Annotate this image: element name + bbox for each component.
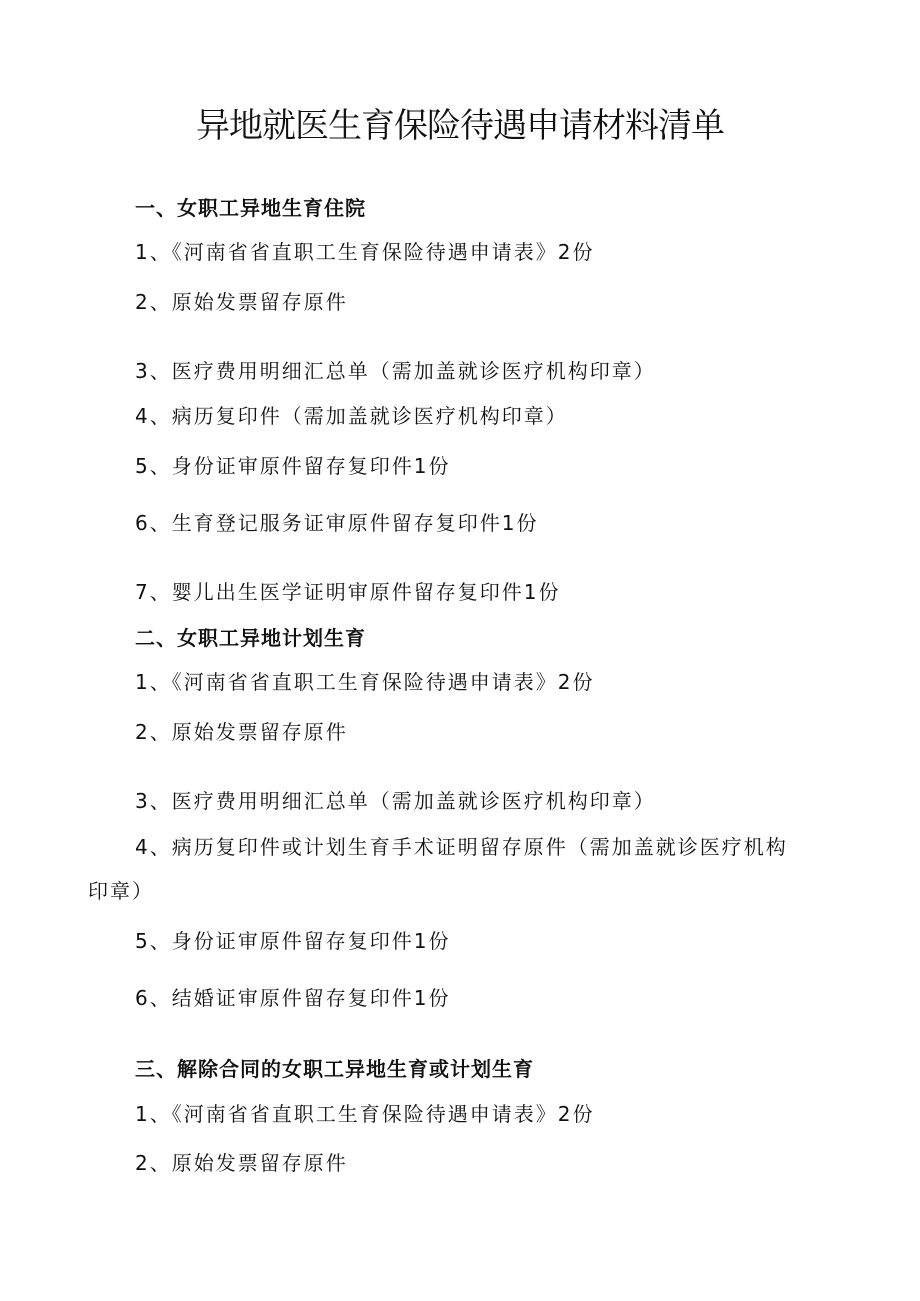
list-item-continuation: 印章）	[88, 879, 154, 903]
section-heading: 二、女职工异地计划生育	[135, 626, 366, 650]
list-item: 4、病历复印件或计划生育手术证明留存原件（需加盖就诊医疗机构	[135, 835, 788, 859]
section-heading: 一、女职工异地生育住院	[135, 196, 366, 220]
section-heading: 三、解除合同的女职工异地生育或计划生育	[135, 1057, 534, 1081]
list-item: 3、医疗费用明细汇总单（需加盖就诊医疗机构印章）	[135, 789, 656, 813]
list-item: 7、婴儿出生医学证明审原件留存复印件1份	[135, 580, 561, 604]
list-item: 4、病历复印件（需加盖就诊医疗机构印章）	[135, 404, 568, 428]
list-item: 2、原始发票留存原件	[135, 720, 348, 744]
document-title: 异地就医生育保险待遇申请材料清单	[196, 106, 724, 146]
list-item: 2、原始发票留存原件	[135, 1151, 348, 1175]
list-item: 1、《河南省省直职工生育保险待遇申请表》2份	[135, 240, 595, 264]
list-item: 5、身份证审原件留存复印件1份	[135, 929, 451, 953]
list-item: 2、原始发票留存原件	[135, 290, 348, 314]
list-item: 5、身份证审原件留存复印件1份	[135, 454, 451, 478]
list-item: 6、结婚证审原件留存复印件1份	[135, 986, 451, 1010]
list-item: 1、《河南省省直职工生育保险待遇申请表》2份	[135, 670, 595, 694]
list-item: 6、生育登记服务证审原件留存复印件1份	[135, 511, 539, 535]
list-item: 3、医疗费用明细汇总单（需加盖就诊医疗机构印章）	[135, 359, 656, 383]
list-item: 1、《河南省省直职工生育保险待遇申请表》2份	[135, 1102, 595, 1126]
